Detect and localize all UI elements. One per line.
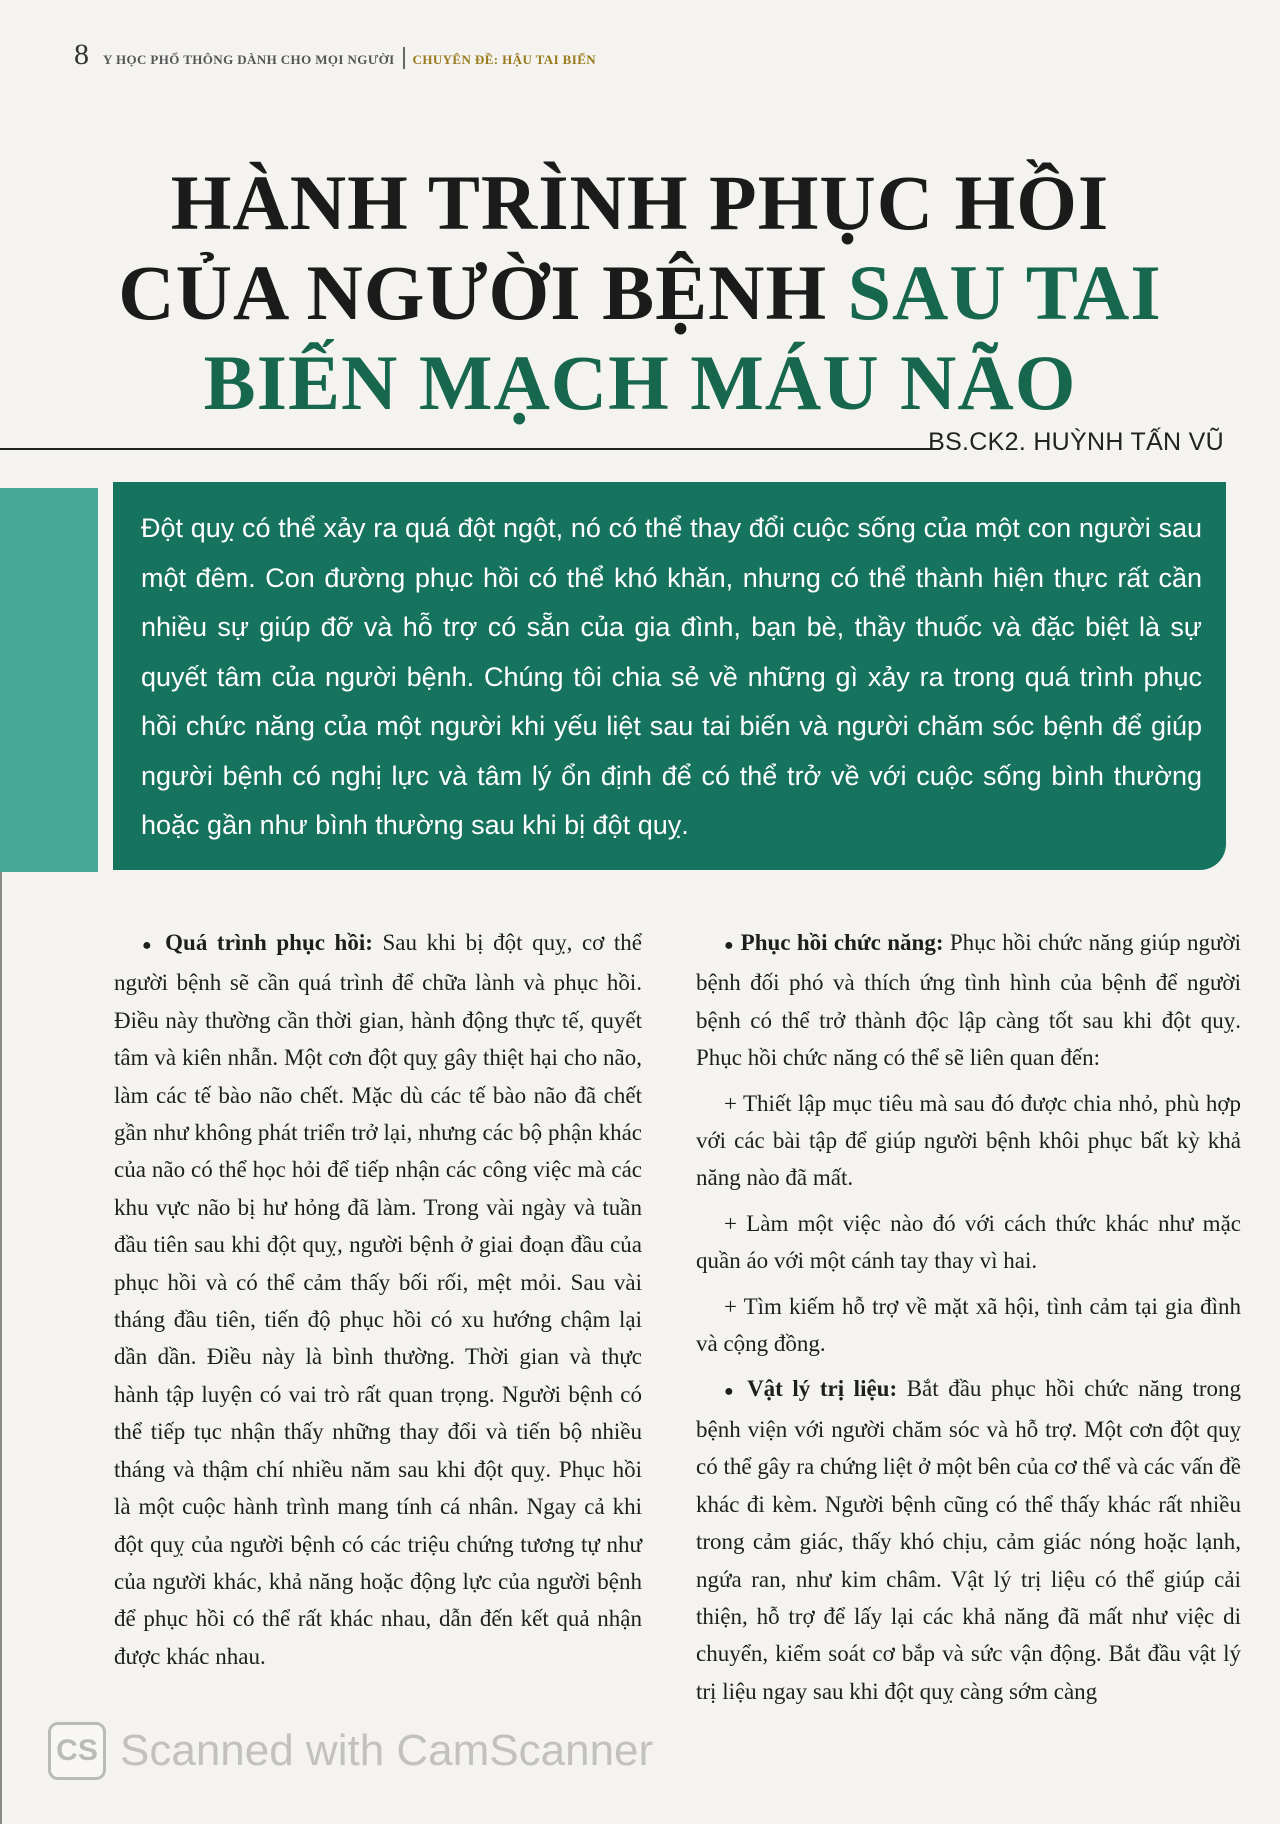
accent-bar (0, 488, 98, 872)
camscanner-watermark (48, 1722, 653, 1780)
left-column (114, 924, 642, 1675)
camscanner-logo-icon: CS (48, 1722, 106, 1780)
header-divider (403, 47, 405, 69)
list-item: + Thiết lập mục tiêu mà sau đó được chia nhỏ, phù hợp với các bài tập để giúp người bệnh khôi phục bất kỳ khả năng nào đã mất. (696, 1090, 1241, 1191)
paragraph-recovery-process (114, 924, 642, 1675)
accent-line (0, 872, 2, 1824)
paragraph-rehabilitation (696, 924, 1241, 1077)
page-number: 8 (74, 38, 89, 71)
lead-physiotherapy: Vật lý trị liệu: (747, 1376, 898, 1402)
lead-rehabilitation: Phục hồi chức năng: (740, 930, 944, 955)
bullet-icon: ● (724, 1383, 738, 1401)
bullet-icon: ● (142, 937, 156, 954)
bullet-icon: ● (724, 937, 735, 954)
list-item: + Tìm kiếm hỗ trợ về mặt xã hội, tình cảm tại gia đình và cộng đồng. (696, 1293, 1241, 1357)
text-physiotherapy: Bắt đầu phục hồi chức năng trong bệnh viện với người chăm sóc và hỗ trợ. Một cơn đột quỵ có thể gây ra chứng liệt ở một bên của cơ thể và các vấn đề khác đi kèm. Người bệnh cũng có thể thấy khác rất nhiều trong cảm giác, thấy khó chịu, cảm giác nóng hoặc lạnh, ngứa ran, như kim châm. Vật lý trị liệu có thể giúp cải thiện, hỗ trợ để lấy lại các khả năng đã mất như việc di chuyển, kiểm soát cơ bắp và sức vận động. Bắt đầu vật lý trị liệu ngay sau khi đột quỵ càng sớm càng (696, 1376, 1242, 1704)
title-line-2-dark: CỦA NGƯỜI BỆNH (118, 249, 828, 336)
magazine-name: Y HỌC PHỔ THÔNG DÀNH CHO MỌI NGƯỜI (103, 52, 395, 67)
running-header (74, 38, 596, 78)
article-title (0, 158, 1280, 428)
abstract-text: Đột quỵ có thể xảy ra quá đột ngột, nó có thể thay đổi cuộc sống của một con người sau một đêm. Con đường phục hồi có thể khó khăn, nhưng có thể thành hiện thực rất cần nhiều sự giúp đỡ và hỗ trợ có sẵn của gia đình, bạn bè, thầy thuốc và đặc biệt là sự quyết tâm của người bệnh. Chúng tôi chia sẻ về những gì xảy ra trong quá trình phục hồi chức năng của một người khi yếu liệt sau tai biến và người chăm sóc bệnh để giúp người bệnh có nghị lực và tâm lý ổn định để có thể trở về với cuộc sống bình thường hoặc gần như bình thường sau khi bị đột quỵ. (141, 513, 1202, 840)
title-line-1: HÀNH TRÌNH PHỤC HỒI (170, 159, 1110, 246)
text-rehabilitation: Phục hồi chức năng giúp người bệnh đối phó và thích ứng tình hình của bệnh để người bệnh có thể trở thành độc lập càng tốt sau khi đột quỵ. Phục hồi chức năng có thể sẽ liên quan đến: (696, 930, 1242, 1071)
lead-recovery-process: Quá trình phục hồi: (165, 930, 373, 955)
paragraph-physiotherapy (696, 1370, 1241, 1710)
section-label: CHUYÊN ĐỀ: HẬU TAI BIẾN (412, 52, 597, 67)
title-line-3: BIẾN MẠCH MÁU NÃO (203, 339, 1077, 426)
list-item: + Làm một việc nào đó với cách thức khác như mặc quần áo với một cánh tay thay vì hai. (696, 1210, 1241, 1274)
abstract-box (113, 482, 1226, 870)
right-column (696, 924, 1241, 1710)
text-recovery-process: Sau khi bị đột quỵ, cơ thể người bệnh sẽ cần quá trình để chữa lành và phục hồi. Điều này thường cần thời gian, hành động thực tế, quyết tâm và kiên nhẫn. Một cơn đột quỵ gây thiệt hại cho não, làm các tế bào não chết. Mặc dù các tế bào não đã chết gần như không phát triển trở lại, nhưng các bộ phận khác của não có thể học hỏi để tiếp nhận các công việc mà các khu vực não bị hư hỏng đã làm. Trong vài ngày và tuần đầu tiên sau khi đột quỵ, người bệnh ở giai đoạn đầu của phục hồi và có thể cảm thấy bối rối, mệt mỏi. Sau vài tháng đầu tiên, tiến độ phục hồi có xu hướng chậm lại dần dần. Điều này là bình thường. Thời gian và thực hành tập luyện có vai trò rất quan trọng. Người bệnh có thể tiếp tục nhận thấy những thay đổi và tiến bộ nhiều tháng và thậm chí nhiều năm sau khi đột quỵ. Phục hồi là một cuộc hành trình mang tính cá nhân. Ngay cả khi đột quỵ của người bệnh có các triệu chứng tương tự như của người khác, khả năng hoặc động lực của người bệnh để phục hồi có thể rất khác nhau, dẫn đến kết quả nhận được khác nhau. (114, 930, 643, 1669)
title-rule (0, 448, 940, 450)
author-byline: BS.CK2. HUỲNH TẤN VŨ (928, 428, 1224, 456)
title-line-2-green: SAU TAI (847, 249, 1162, 336)
watermark-text: Scanned with CamScanner (120, 1726, 654, 1775)
